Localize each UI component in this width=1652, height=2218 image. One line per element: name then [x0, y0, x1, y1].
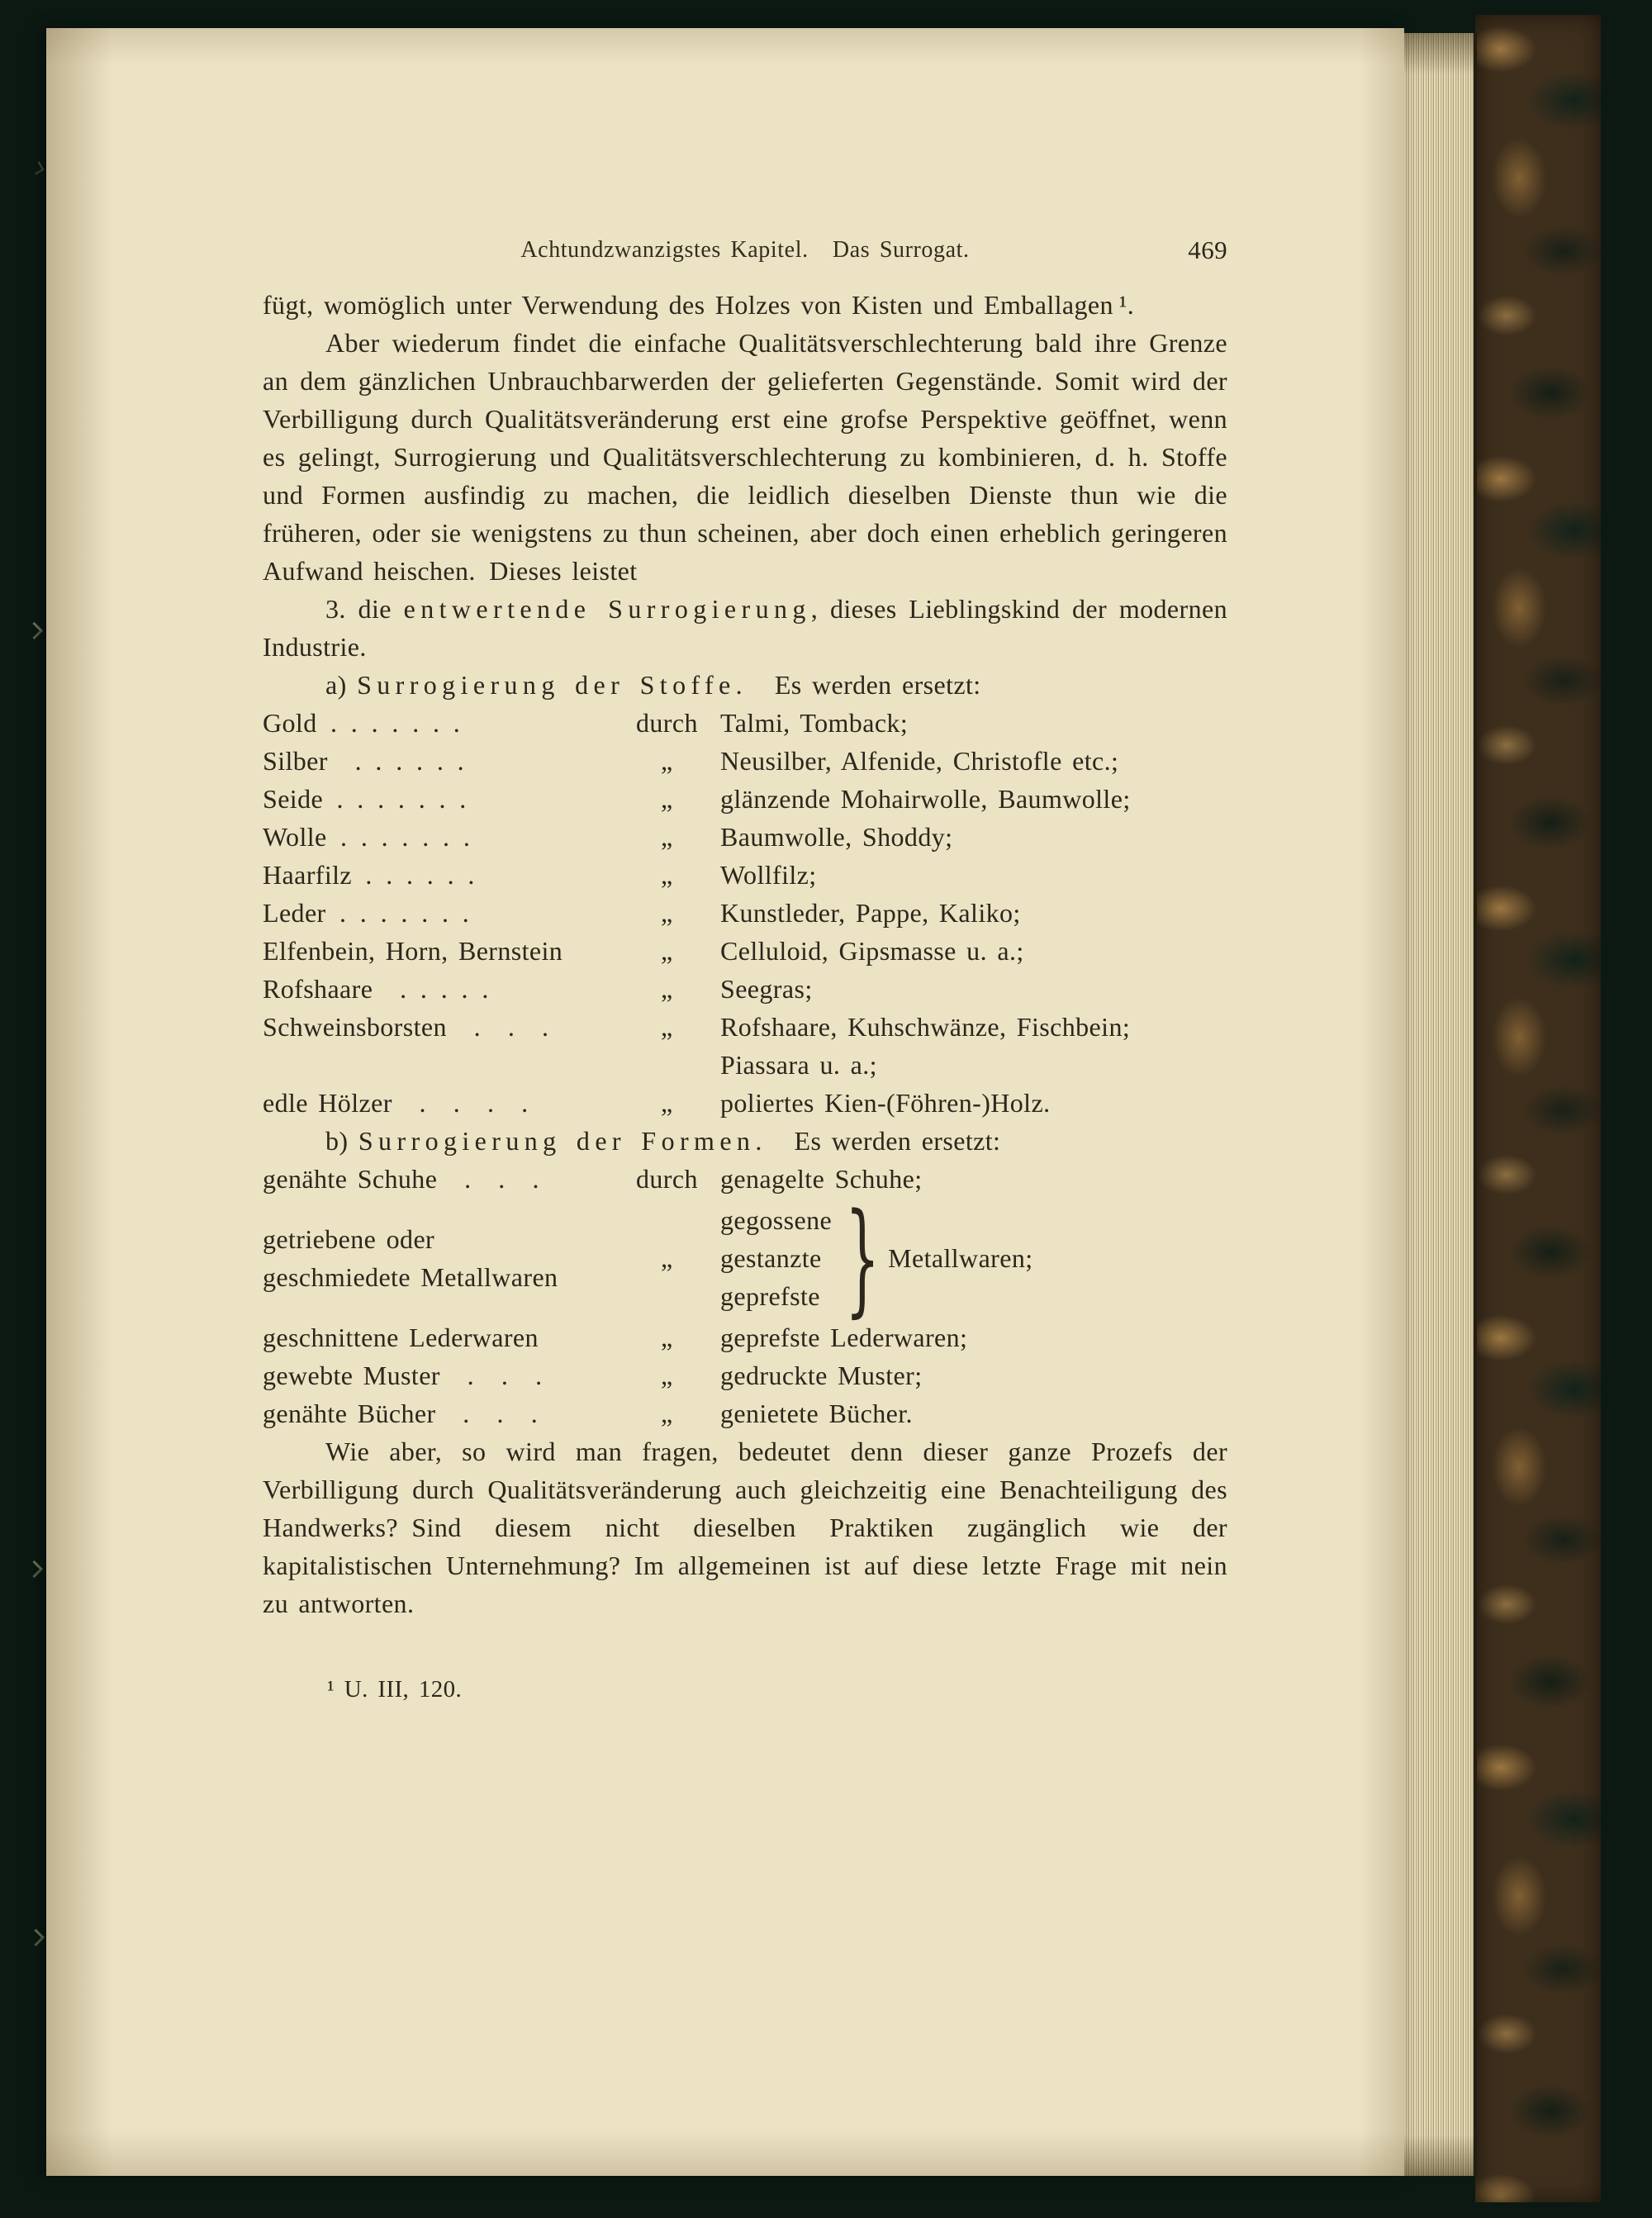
list-row-gold — [263, 704, 1227, 742]
page-edge-stack — [1404, 33, 1477, 2176]
term-cell: gewebte Muster . . . — [263, 1361, 543, 1390]
ditto-mark: „ — [661, 784, 673, 814]
term-cell: Silber . . . . . . — [263, 746, 465, 776]
list-row-haarfilz — [263, 856, 1227, 894]
ditto-mark: „ — [661, 1323, 673, 1352]
list-row-wolle — [263, 818, 1227, 856]
ditto-mark: „ — [661, 936, 673, 966]
replacement-cell: Wollfilz; — [720, 860, 817, 890]
term-cell: Gold . . . . . . . — [263, 708, 461, 738]
term-cell: Haarfilz . . . . . . — [263, 860, 475, 890]
replacement-line: Piassara u. a.; — [720, 1050, 877, 1080]
p3-suffix: , dieses Lieblingskind der modernen Industrie. — [263, 594, 1227, 662]
list-a-suffix: Es werden ersetzt: — [748, 670, 981, 700]
replacement-cell: genagelte Schuhe; — [720, 1164, 923, 1194]
page-text-column — [263, 231, 1227, 1708]
replacement-cell: Kunstleder, Pappe, Kaliko; — [720, 898, 1021, 928]
paragraph-quality-deterioration: Aber wiederum findet die einfache Qualitätsverschlechterung bald ihre Grenze an dem gänzlichen Unbrauchbarwerden der gelieferten Gegenstände. Somit wird der Verbilligung durch Qualitätsveränderung erst eine grofse Perspektive geöffnet, wenn es gelingt, Surrogierung und Qualitätsverschlechterung zu kombinieren, d. h. Stoffe und Formen ausfindig zu machen, die leidlich dieselben Dienste thun wie die früheren, oder sie wenigstens zu thun scheinen, aber doch einen erheblich geringeren Aufwand heischen. Dieses leistet — [263, 328, 1227, 586]
term-cell: Elfenbein, Horn, Bernstein — [263, 936, 563, 966]
replacement-cell: gedruckte Muster; — [720, 1361, 923, 1390]
page-number: 469 — [1188, 235, 1227, 264]
p3-spaced-emphasis: entwertende Surrogierung — [403, 594, 811, 624]
list-a-heading — [263, 666, 1227, 704]
list-row-leder — [263, 894, 1227, 932]
replacement-line: Rofshaare, Kuhschwänze, Fischbein; — [720, 1012, 1131, 1042]
list-row-buecher — [263, 1394, 1227, 1432]
list-b-suffix: Es werden ersetzt: — [767, 1126, 1001, 1156]
substitution-list-formen — [263, 1160, 1227, 1432]
footnote: ¹ U. III, 120. — [327, 1676, 463, 1703]
ditto-mark: „ — [661, 1012, 673, 1042]
term-line: getriebene oder — [263, 1224, 435, 1254]
term-cell: genähte Schuhe . . . — [263, 1164, 539, 1194]
replacement-cell: poliertes Kien-(Föhren-)Holz. — [720, 1088, 1051, 1118]
ditto-mark: „ — [661, 746, 673, 776]
chapter-header: Achtundzwanzigstes Kapitel. Das Surrogat. — [520, 237, 970, 263]
term-cell — [263, 1220, 636, 1296]
running-header — [263, 231, 1227, 269]
list-row-seide — [263, 780, 1227, 818]
list-row-elfenbein — [263, 932, 1227, 970]
list-b-heading — [263, 1122, 1227, 1160]
replacement-cell: Baumwolle, Shoddy; — [720, 822, 953, 852]
list-row-schweinsborsten — [263, 1008, 1227, 1084]
replacement-cell: genietete Bücher. — [720, 1399, 913, 1428]
replacement-cell: geprefste Lederwaren; — [720, 1323, 968, 1352]
term-cell: edle Hölzer . . . . — [263, 1088, 529, 1118]
durch-label: durch — [636, 708, 698, 738]
option-line: gestanzte — [720, 1243, 822, 1273]
binding-stitch-icon — [26, 1560, 43, 1578]
ditto-mark: „ — [661, 860, 673, 890]
term-cell: genähte Bücher . . . — [263, 1399, 539, 1428]
replacement-cell — [720, 1187, 1227, 1329]
ditto-mark: „ — [661, 1088, 673, 1118]
binding-stitch-icon — [26, 622, 43, 639]
list-row-schuhe — [263, 1160, 1227, 1198]
term-cell: geschnittene Lederwaren — [263, 1323, 539, 1352]
replacement-cell — [720, 1008, 1227, 1084]
term-cell: Wolle . . . . . . . — [263, 822, 471, 852]
paragraph-entwertende-surrogierung — [263, 590, 1227, 666]
option-line: geprefste — [720, 1281, 820, 1311]
binding-stitch-icon — [27, 1929, 45, 1946]
term-line: geschmiedete Metallwaren — [263, 1262, 558, 1292]
option-line: gegossene — [720, 1205, 833, 1235]
term-cell: Leder . . . . . . . — [263, 898, 470, 928]
list-b-spaced-title: Surrogierung der Formen. — [358, 1126, 767, 1156]
replacement-cell: Seegras; — [720, 974, 813, 1004]
ditto-mark: „ — [661, 1243, 673, 1273]
term-cell: Seide . . . . . . . — [263, 784, 467, 814]
list-a-prefix: a) — [325, 670, 358, 700]
replacement-cell: Celluloid, Gipsmasse u. a.; — [720, 936, 1024, 966]
substitution-list-stoffe — [263, 704, 1227, 1122]
ditto-mark: „ — [661, 1399, 673, 1428]
ditto-mark: „ — [661, 974, 673, 1004]
list-row-rofshaare — [263, 970, 1227, 1008]
term-cell: Rofshaare . . . . . — [263, 974, 489, 1004]
list-row-metallwaren — [263, 1187, 1227, 1329]
list-row-muster — [263, 1356, 1227, 1394]
replacement-cell: Talmi, Tomback; — [720, 708, 909, 738]
paragraph-continuation: fügt, womöglich unter Verwendung des Holzes von Kisten und Emballagen ¹. — [263, 290, 1135, 320]
replacement-cell: Neusilber, Alfenide, Christofle etc.; — [720, 746, 1119, 776]
marbled-cover-edge — [1475, 15, 1601, 2202]
list-row-edle-hoelzer — [263, 1084, 1227, 1122]
binding-stitch-icon — [31, 161, 44, 174]
list-a-spaced-title: Surrogierung der Stoffe. — [357, 670, 748, 700]
right-brace: } — [845, 1187, 881, 1329]
paragraph-closing: Wie aber, so wird man fragen, bedeutet denn dieser ganze Prozefs der Verbilligung durch Qualitätsveränderung auch gleichzeitig eine Benachteiligung des Handwerks? Sind diesem nicht dieselben Praktiken zugänglich wie der kapitalistischen Unternehmung? Im allgemeinen ist auf diese letzte Frage mit nein zu antworten. — [263, 1437, 1227, 1618]
ditto-mark: „ — [661, 898, 673, 928]
p3-prefix: 3. die — [325, 594, 404, 624]
ditto-mark: „ — [661, 822, 673, 852]
list-row-lederwaren — [263, 1318, 1227, 1356]
durch-label: durch — [636, 1164, 698, 1194]
ditto-mark: „ — [661, 1361, 673, 1390]
list-b-prefix: b) — [325, 1126, 358, 1156]
brace-label: Metallwaren; — [888, 1243, 1033, 1273]
book-page — [46, 28, 1404, 2176]
list-row-silber — [263, 742, 1227, 780]
replacement-cell: glänzende Mohairwolle, Baumwolle; — [720, 784, 1131, 814]
option-stack — [720, 1201, 832, 1315]
term-cell: Schweinsborsten . . . — [263, 1012, 549, 1042]
